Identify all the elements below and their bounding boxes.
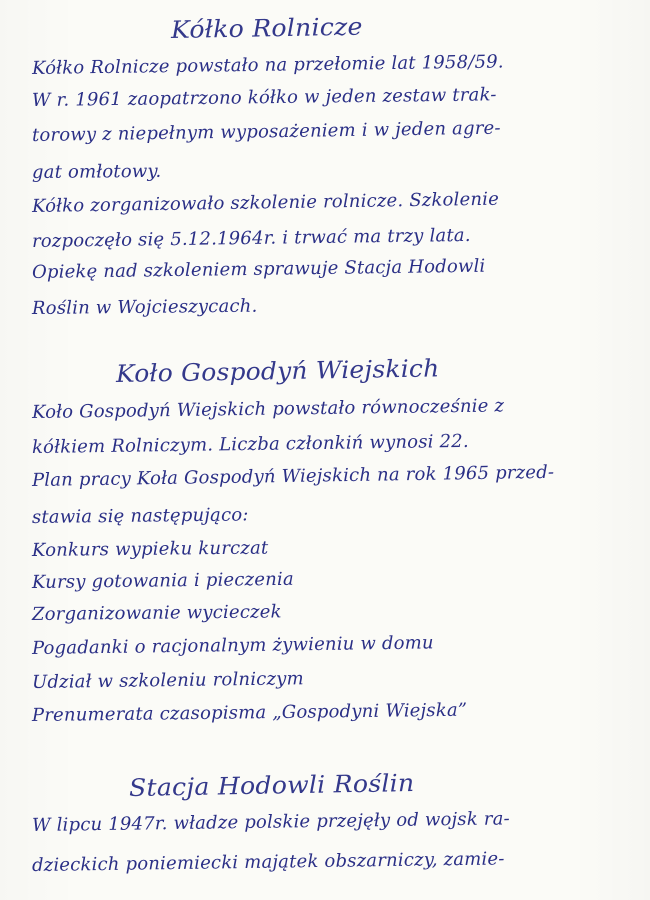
text-line: Roślin w Wojcieszycach. <box>31 295 258 319</box>
text-line: W r. 1961 zaopatrzono kółko w jeden zestaw trak- <box>31 84 497 111</box>
text-line: W lipcu 1947r. władze polskie przejęły od wojsk ra- <box>31 808 510 836</box>
text-line: rozpoczęło się 5.12.1964r. i trwać ma trzy lata. <box>31 224 471 252</box>
list-item: Kursy gotowania i pieczenia <box>31 568 294 593</box>
text-line: Plan pracy Koła Gospodyń Wiejskich na rok 1965 przed- <box>31 461 555 491</box>
text-line: Kółko zorganizowało szkolenie rolnicze. Szkolenie <box>31 188 500 217</box>
list-item: Prenumerata czasopisma „Gospodyni Wiejska” <box>31 699 468 726</box>
list-item: Pogadanki o racjonalnym żywieniu w domu <box>31 632 434 659</box>
text-line: Koło Gospodyń Wiejskich powstało równocześnie z <box>31 395 505 423</box>
text-line: stawia się następująco: <box>31 504 249 528</box>
list-item: Zorganizowanie wycieczek <box>31 601 282 625</box>
section-title-kolko-rolnicze: Kółko Rolnicze <box>170 12 363 44</box>
text-line: dzieckich poniemiecki majątek obszarniczy, zamie- <box>31 848 505 876</box>
list-item: Udział w szkoleniu rolniczym <box>31 668 304 693</box>
list-item: Konkurs wypieku kurczat <box>31 537 269 561</box>
text-line: kółkiem Rolniczym. Liczba członkiń wynosi 22. <box>31 430 469 458</box>
text-line: gat omłotowy. <box>31 160 162 183</box>
section-title-stacja-hodowli-roslin: Stacja Hodowli Roślin <box>128 769 415 802</box>
text-line: Opiekę nad szkoleniem sprawuje Stacja Hodowli <box>31 255 486 283</box>
text-line: torowy z niepełnym wyposażeniem i w jeden agre- <box>31 117 501 146</box>
text-line: Kółko Rolnicze powstało na przełomie lat 1958/59. <box>31 51 504 79</box>
section-title-kolo-gospodyn-wiejskich: Koło Gospodyń Wiejskich <box>115 354 440 388</box>
